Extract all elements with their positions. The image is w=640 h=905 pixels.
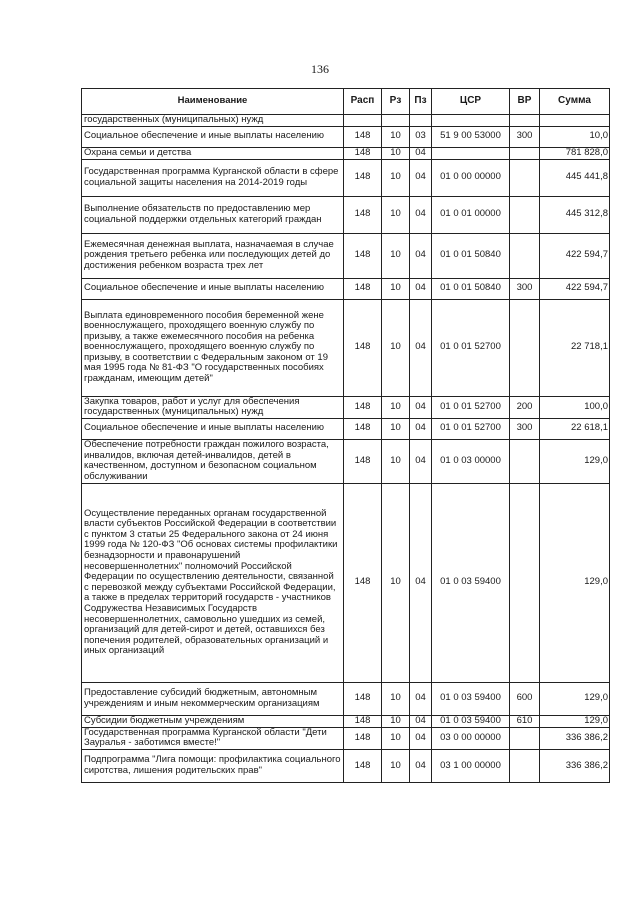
cell-rz: 10 <box>382 278 410 299</box>
table-row <box>82 278 610 299</box>
cell-name: государственных (муниципальных) нужд <box>82 115 344 127</box>
cell-pz <box>410 115 432 127</box>
cell-csr: 01 0 01 00000 <box>432 196 510 233</box>
cell-vr <box>510 159 540 196</box>
cell-rz: 10 <box>382 299 410 396</box>
cell-vr: 600 <box>510 682 540 715</box>
page-number: 136 <box>311 62 329 76</box>
header-rz: Рз <box>382 89 410 115</box>
cell-vr <box>510 749 540 782</box>
cell-vr <box>510 299 540 396</box>
cell-csr: 03 0 00 00000 <box>432 727 510 749</box>
cell-sum: 10,0 <box>540 126 610 147</box>
cell-vr <box>510 115 540 127</box>
cell-name: Социальное обеспечение и иные выплаты населению <box>82 418 344 439</box>
cell-rz: 10 <box>382 418 410 439</box>
table-row <box>82 396 610 418</box>
cell-sum: 129,0 <box>540 439 610 483</box>
table-row <box>82 233 610 278</box>
cell-rasp: 148 <box>344 147 382 159</box>
cell-name: Государственная программа Курганской области "Дети Зауралья - заботимся вместе!" <box>82 727 344 749</box>
table-row <box>82 147 610 159</box>
cell-sum: 100,0 <box>540 396 610 418</box>
cell-pz: 04 <box>410 233 432 278</box>
table-row <box>82 299 610 396</box>
cell-sum: 22 718,1 <box>540 299 610 396</box>
cell-sum: 336 386,2 <box>540 727 610 749</box>
table-row <box>82 126 610 147</box>
cell-sum: 336 386,2 <box>540 749 610 782</box>
cell-pz: 04 <box>410 727 432 749</box>
cell-sum: 422 594,7 <box>540 278 610 299</box>
cell-vr <box>510 483 540 682</box>
table-row <box>82 418 610 439</box>
cell-rz: 10 <box>382 749 410 782</box>
cell-vr <box>510 727 540 749</box>
cell-csr: 01 0 03 59400 <box>432 715 510 727</box>
cell-rasp: 148 <box>344 418 382 439</box>
cell-rasp: 148 <box>344 126 382 147</box>
cell-sum: 781 828,0 <box>540 147 610 159</box>
table-row <box>82 483 610 682</box>
cell-rz: 10 <box>382 196 410 233</box>
cell-csr: 01 0 01 52700 <box>432 418 510 439</box>
cell-vr <box>510 233 540 278</box>
cell-pz: 04 <box>410 715 432 727</box>
cell-vr <box>510 439 540 483</box>
cell-pz: 04 <box>410 483 432 682</box>
table-header-row <box>82 89 610 115</box>
cell-name: Закупка товаров, работ и услуг для обеспечения государственных (муниципальных) нужд <box>82 396 344 418</box>
cell-csr: 03 1 00 00000 <box>432 749 510 782</box>
header-name: Наименование <box>82 89 344 115</box>
cell-rz <box>382 115 410 127</box>
cell-pz: 04 <box>410 439 432 483</box>
cell-rasp: 148 <box>344 196 382 233</box>
cell-vr <box>510 196 540 233</box>
cell-pz: 04 <box>410 396 432 418</box>
cell-rz: 10 <box>382 396 410 418</box>
cell-csr: 51 9 00 53000 <box>432 126 510 147</box>
cell-vr: 300 <box>510 278 540 299</box>
cell-rasp: 148 <box>344 396 382 418</box>
cell-pz: 04 <box>410 278 432 299</box>
cell-name: Охрана семьи и детства <box>82 147 344 159</box>
header-rasp: Расп <box>344 89 382 115</box>
cell-sum: 129,0 <box>540 483 610 682</box>
cell-name: Осуществление переданных органам государственной власти субъектов Российской Федерации в соответствии с пунктом 3 статьи 25 Федерального закона от 24 июня 1999 года № 120-ФЗ "Об основах системы профилактики безнадзорности и правонарушений несовершеннолетних" полномочий Российской Федерации по осуществлению деятельности, связанной с перевозкой между субъектами Российской Федерации, а также в пределах территорий государств - участников Содружества Независимых Государств несовершеннолетних, самовольно ушедших из семей, организаций для детей-сирот и детей, оставшихся без попечения родителей, образовательных организаций и иных организаций <box>82 483 344 682</box>
table-body <box>82 115 610 783</box>
cell-csr: 01 0 03 59400 <box>432 682 510 715</box>
cell-csr: 01 0 01 52700 <box>432 396 510 418</box>
cell-pz: 03 <box>410 126 432 147</box>
header-pz: Пз <box>410 89 432 115</box>
cell-rz: 10 <box>382 147 410 159</box>
cell-vr: 200 <box>510 396 540 418</box>
budget-table <box>81 88 610 783</box>
table-row <box>82 727 610 749</box>
cell-rasp: 148 <box>344 749 382 782</box>
cell-name: Государственная программа Курганской области в сфере социальной защиты населения на 2014-2019 годы <box>82 159 344 196</box>
table-row <box>82 196 610 233</box>
cell-sum: 22 618,1 <box>540 418 610 439</box>
table-row <box>82 159 610 196</box>
cell-name: Выплата единовременного пособия беременной жене военнослужащего, проходящего военную службу по призыву, а также ежемесячного пособия на ребенка военнослужащего, проходящего военную службу по призыву, в соответствии с Федеральным законом от 19 мая 1995 года № 81-ФЗ "О государственных пособиях гражданам, имеющим детей" <box>82 299 344 396</box>
cell-name: Подпрограмма "Лига помощи: профилактика социального сиротства, лишения родительских прав" <box>82 749 344 782</box>
cell-sum <box>540 115 610 127</box>
cell-pz: 04 <box>410 159 432 196</box>
cell-pz: 04 <box>410 196 432 233</box>
cell-name: Обеспечение потребности граждан пожилого возраста, инвалидов, включая детей-инвалидов, детей в качественном, доступном и безопасном социальном обслуживании <box>82 439 344 483</box>
cell-csr: 01 0 03 59400 <box>432 483 510 682</box>
cell-pz: 04 <box>410 147 432 159</box>
cell-name: Выполнение обязательств по предоставлению мер социальной поддержки отдельных категорий граждан <box>82 196 344 233</box>
cell-rasp: 148 <box>344 682 382 715</box>
cell-vr: 610 <box>510 715 540 727</box>
cell-rz: 10 <box>382 159 410 196</box>
cell-sum: 129,0 <box>540 715 610 727</box>
cell-name: Субсидии бюджетным учреждениям <box>82 715 344 727</box>
cell-rasp: 148 <box>344 278 382 299</box>
table-row <box>82 115 610 127</box>
table-row <box>82 715 610 727</box>
cell-rz: 10 <box>382 715 410 727</box>
cell-vr: 300 <box>510 418 540 439</box>
cell-csr: 01 0 01 50840 <box>432 278 510 299</box>
cell-csr: 01 0 01 50840 <box>432 233 510 278</box>
cell-rz: 10 <box>382 727 410 749</box>
cell-sum: 422 594,7 <box>540 233 610 278</box>
cell-name: Социальное обеспечение и иные выплаты населению <box>82 278 344 299</box>
cell-sum: 129,0 <box>540 682 610 715</box>
cell-rasp <box>344 115 382 127</box>
cell-sum: 445 312,8 <box>540 196 610 233</box>
cell-csr: 01 0 03 00000 <box>432 439 510 483</box>
cell-rz: 10 <box>382 439 410 483</box>
header-vr: ВР <box>510 89 540 115</box>
cell-rasp: 148 <box>344 715 382 727</box>
cell-rz: 10 <box>382 682 410 715</box>
cell-sum: 445 441,8 <box>540 159 610 196</box>
header-csr: ЦСР <box>432 89 510 115</box>
cell-rasp: 148 <box>344 727 382 749</box>
cell-pz: 04 <box>410 749 432 782</box>
cell-csr: 01 0 00 00000 <box>432 159 510 196</box>
table-row <box>82 682 610 715</box>
cell-name: Предоставление субсидий бюджетным, автономным учреждениям и иным некоммерческим организациям <box>82 682 344 715</box>
cell-name: Социальное обеспечение и иные выплаты населению <box>82 126 344 147</box>
header-sum: Сумма <box>540 89 610 115</box>
cell-rz: 10 <box>382 126 410 147</box>
cell-rasp: 148 <box>344 439 382 483</box>
cell-rasp: 148 <box>344 159 382 196</box>
cell-vr: 300 <box>510 126 540 147</box>
cell-pz: 04 <box>410 682 432 715</box>
cell-csr <box>432 115 510 127</box>
cell-name: Ежемесячная денежная выплата, назначаемая в случае рождения третьего ребенка или последующих детей до достижения ребенком возраста трех лет <box>82 233 344 278</box>
cell-vr <box>510 147 540 159</box>
cell-pz: 04 <box>410 418 432 439</box>
cell-csr: 01 0 01 52700 <box>432 299 510 396</box>
cell-rasp: 148 <box>344 233 382 278</box>
cell-rz: 10 <box>382 483 410 682</box>
cell-csr <box>432 147 510 159</box>
cell-rasp: 148 <box>344 483 382 682</box>
table-row <box>82 439 610 483</box>
cell-pz: 04 <box>410 299 432 396</box>
cell-rasp: 148 <box>344 299 382 396</box>
cell-rz: 10 <box>382 233 410 278</box>
table-row <box>82 749 610 782</box>
